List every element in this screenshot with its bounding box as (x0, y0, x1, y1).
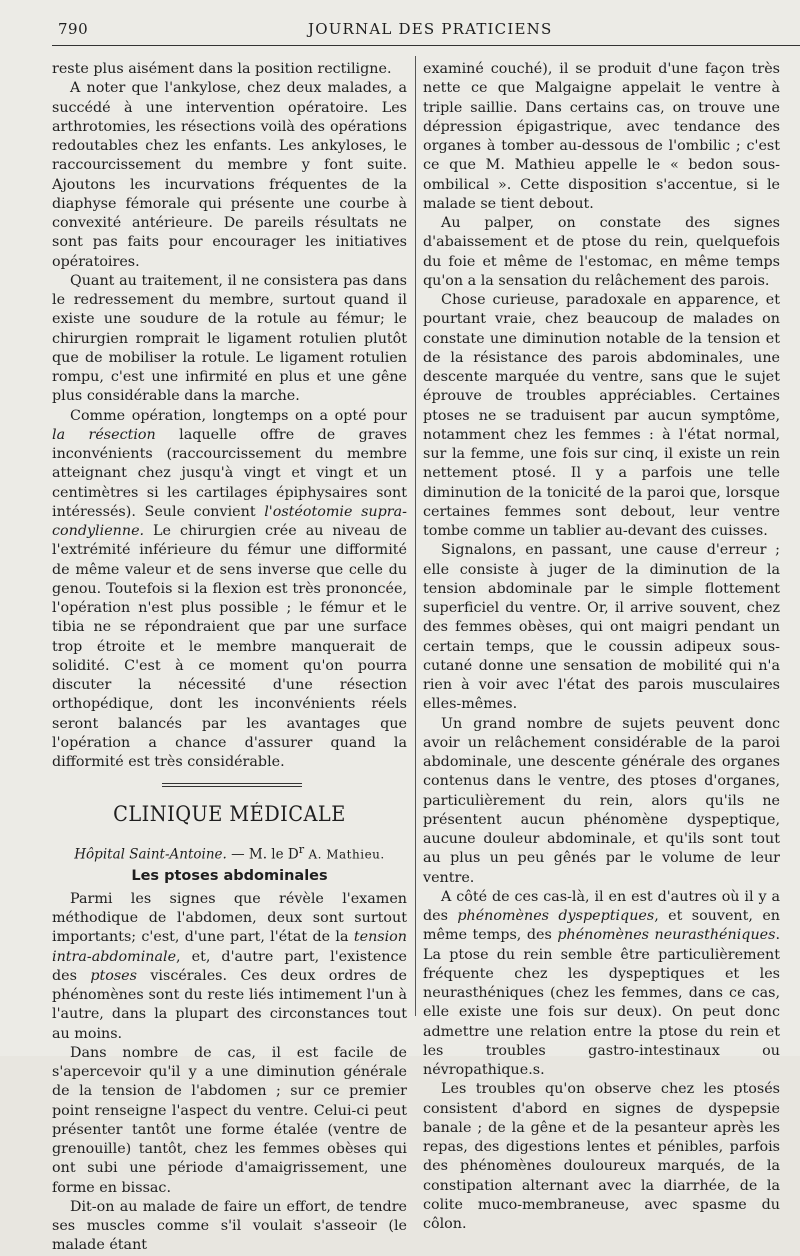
text-run: laquelle offre de graves inconvénients (raccourcissement du membre atteignant chez jusqu'à vingt et vingt et un centimètres si les cartilages épiphysaires sont intéressés). Seule convient (52, 426, 407, 520)
source-line (52, 841, 407, 864)
text-run: A côté de ces cas-là, il en est d'autres où il y a des (423, 888, 780, 924)
paragraph (52, 890, 407, 1044)
paragraph: Les troubles qu'on observe chez les ptosés consistent d'abord en signes de dyspepsie banale ; de la gêne et de la pesanteur après les repas, des digestions lentes et pénibles, parfois des phénomènes douloureux marqués, de la constipation alternant avec la diarrhée, de la colite muco-membraneuse, avec spasme du côlon. (423, 1081, 780, 1232)
text-run: — M. le D (226, 846, 299, 863)
text-run: . La ptose du rein semble être particulièrement fréquente chez les dyspeptiques et les neurasthéniques (chez les femmes, dans ce cas, elle existe une fois sur deux). On peut donc admettre une relation entre la ptose du rein et les troubles gastro-intestinaux ou névropathique.s. (423, 927, 780, 1078)
author-name: A. Mathieu. (304, 847, 385, 862)
paragraph: Signalons, en passant, une cause d'erreur ; elle consiste à juger de la diminution de la tension abdominale par le simple flottement superficiel du ventre. Or, il arrive souvent, chez des femmes obèses, qui ont maigri pendant un certain temps, que le coussin adipeux sous-cutané donne une sensation de mobilité qui n'a rien à voir avec l'état des parois musculaires elles-mêmes. (423, 542, 780, 713)
italic-term: ptoses (90, 967, 137, 984)
superscript: r (298, 843, 305, 857)
text-run: Parmi les signes que révèle l'examen méthodique de l'abdomen, deux sont surtout importants; c'est, d'une part, l'état de la (52, 890, 407, 946)
italic-term: la résection (52, 426, 156, 443)
section-rule (52, 782, 407, 792)
text-run: , et, d'autre part, l'existence des (52, 948, 407, 984)
text-run: viscérales. Ces deux ordres de phénomènes sont du reste liés intimement l'un à l'autre, dans la plupart des circonstances tout au moins. (52, 967, 407, 1042)
text-run: , et souvent, en même temps, des (423, 908, 780, 944)
paragraph: A noter que l'ankylose, chez deux malades, a succédé à une intervention opératoire. Les arthrotomies, les résections voilà des opérations redoutables chez les enfants. Les ankyloses, le raccourcissement du membre y font suite. Ajoutons les incurvations fréquentes de la diaphyse fémorale qui présente une courbe à convexité antérieure. De pareils résultats ne sont pas faits pour encourager les initiatives opératoires. (52, 80, 407, 270)
running-title: JOURNAL DES PRATICIENS (308, 20, 553, 38)
paragraph: reste plus aisément dans la position rectiligne. (52, 61, 392, 77)
paragraph: Un grand nombre de sujets peuvent donc avoir un relâchement considérable de la paroi abdominale, une descente générale des organes contenus dans le ventre, des ptoses d'organes, particulièrement du rein, alors qu'ils ne présentent aucun phénomène dyspeptique, aucune douleur abdominale, et qu'ils sont tout au plus un peu gênés par le volume de leur ventre. (423, 715, 780, 886)
section-heading-text: CLINIQUE MÉDICALE (113, 802, 346, 827)
left-column (52, 60, 407, 1256)
italic-term: phénomènes dyspeptiques (457, 908, 655, 924)
hospital-name: Hôpital Saint-Antoine. (74, 846, 227, 863)
page-number: 790 (58, 20, 89, 38)
paragraph (52, 407, 407, 773)
paragraph: Quant au traitement, il ne consistera pas dans le redressement du membre, surtout quand il existe une soudure de la rotule au fémur; le chirurgien romprait le ligament rotulien plutôt que de mobiliser la rotule. Le ligament rotulien rompu, c'est une infirmité en plus et une gêne plus considérable dans la marche. (52, 272, 407, 405)
text-run: Comme opération, longtemps on a opté pour (70, 407, 407, 424)
italic-term: phénomènes neurasthéniques (557, 927, 776, 944)
paragraph: Au palper, on constate des signes d'abaissement et de ptose du rein, quelquefois du foie et même de l'estomac, en même temps qu'on a la sensation du relâchement des parois. (423, 215, 780, 289)
article-title: Les ptoses abdominales (131, 867, 328, 884)
paragraph (423, 888, 780, 1081)
italic-term: l'ostéotomie supra-condylienne. (52, 503, 407, 539)
page-header (58, 20, 800, 44)
paragraph: Chose curieuse, paradoxale en apparence, et pourtant vraie, chez beaucoup de malades on constate une diminution notable de la tension et de la résistance des parois abdominales, une descente marquée du ventre, sans que le sujet éprouve de troubles appréciables. Certaines ptoses ne se traduisent par aucun symptôme, notamment chez les femmes : à l'état normal, sur la femme, une fois sur cinq, il existe un rein nettement ptosé. Il y a parfois une telle diminution de la tonicité de la paroi que, lorsque certaines femmes sont debout, leur ventre tombe comme un tablier au-devant des cuisses. (423, 292, 780, 539)
text-run: Le chirurgien crée au niveau de l'extrémité inférieure du fémur une difformité de même valeur et de sens inverse que celle du genou. Toutefois si la flexion est très prononcée, l'opération n'est plus possible ; le fémur et le tibia ne se répondraient que par une surface trop étroite et le membre manquerait de solidité. C'est à ce moment qu'on pourra discuter la nécessité d'une résection orthopédique, dont les inconvénients réels seront balancés par les avantages que l'opération a chance d'assurer quand la difformité est très considérable. (52, 523, 407, 770)
paragraph: examiné couché), il se produit d'une façon très nette ce que Malgaigne appelait le ventre à triple saillie. Dans certains cas, on trouve une dépression épigastrique, avec tendance des organes à tomber au-dessous de l'ombilic ; c'est ce que M. Mathieu appelle le « bedon sous-ombilical ». Cette disposition s'accentue, si le malade se tient debout. (423, 61, 780, 212)
right-column (423, 60, 780, 1234)
header-rule (52, 45, 800, 46)
section-heading (52, 801, 407, 827)
column-divider (415, 56, 416, 1016)
italic-term: tension intra-abdominale (52, 929, 407, 965)
paragraph: Dit-on au malade de faire un effort, de tendre ses muscles comme s'il voulait s'asseoir (le malade étant (52, 1198, 407, 1254)
paragraph: Dans nombre de cas, il est facile de s'apercevoir qu'il y a une diminution générale de la tension de l'abdomen ; sur ce premier point renseigne l'aspect du ventre. Celui-ci peut présenter tantôt une forme étalée (ventre de grenouille) tantôt, chez les femmes obèses qui ont subi une période d'amaigrissement, une forme en bissac. (52, 1044, 407, 1196)
